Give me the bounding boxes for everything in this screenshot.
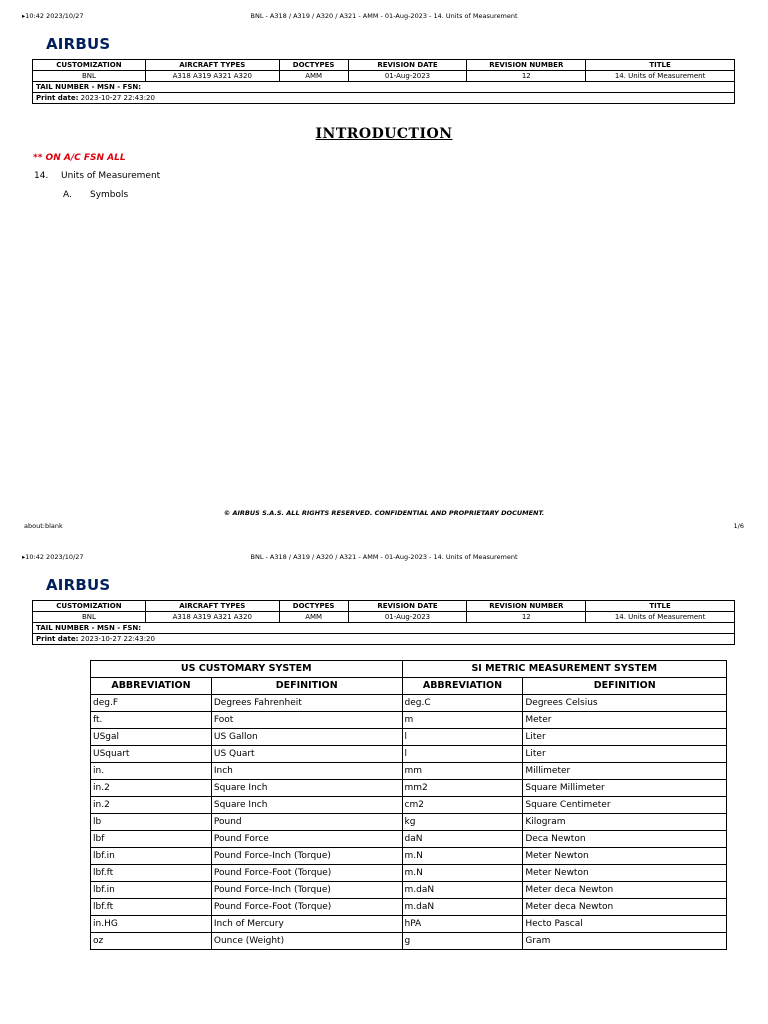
us-abbreviation: USquart — [91, 746, 212, 763]
us-abbreviation: lbf.ft — [91, 899, 212, 916]
us-definition: Pound Force-Inch (Torque) — [211, 848, 402, 865]
us-abbreviation: in.2 — [91, 780, 212, 797]
meta-header-revision-number: REVISION NUMBER — [467, 601, 586, 612]
us-abbreviation: lb — [91, 814, 212, 831]
meta-header-customization: CUSTOMIZATION — [33, 601, 146, 612]
meta-revision-number: 12 — [467, 71, 586, 82]
us-definition: Square Inch — [211, 780, 402, 797]
running-header — [0, 12, 768, 24]
si-abbreviation: m.N — [402, 865, 523, 882]
table-row — [91, 848, 727, 865]
us-definition: Pound Force-Foot (Torque) — [211, 899, 402, 916]
us-abbreviation: deg.F — [91, 695, 212, 712]
meta-header-aircraft-types: AIRCRAFT TYPES — [145, 601, 279, 612]
si-definition: Deca Newton — [523, 831, 727, 848]
meta-title: 14. Units of Measurement — [586, 612, 735, 623]
us-abbreviation: lbf.in — [91, 882, 212, 899]
si-definition: Degrees Celsius — [523, 695, 727, 712]
table-row — [91, 865, 727, 882]
table-row — [91, 712, 727, 729]
table-row — [91, 933, 727, 950]
print-timestamp: ▸10:42 2023/10/27 — [22, 12, 84, 20]
meta-header-aircraft-types: AIRCRAFT TYPES — [145, 60, 279, 71]
meta-revision-date: 01-Aug-2023 — [348, 612, 467, 623]
si-definition: Meter Newton — [523, 865, 727, 882]
us-abbreviation: in.2 — [91, 797, 212, 814]
si-definition: Square Centimeter — [523, 797, 727, 814]
us-definition: Foot — [211, 712, 402, 729]
document-header-title: BNL - A318 / A319 / A320 / A321 - AMM - 01-Aug-2023 - 14. Units of Measurement — [250, 12, 518, 20]
print-date-value: 2023-10-27 22:43:20 — [80, 94, 155, 102]
meta-revision-date: 01-Aug-2023 — [348, 71, 467, 82]
si-abbreviation: deg.C — [402, 695, 523, 712]
table-row — [91, 695, 727, 712]
page-counter: 1/6 — [733, 522, 744, 530]
si-abbreviation: mm — [402, 763, 523, 780]
si-definition: Millimeter — [523, 763, 727, 780]
meta-header-revision-number: REVISION NUMBER — [467, 60, 586, 71]
meta-value-row — [33, 71, 735, 82]
meta-doctypes: AMM — [279, 71, 348, 82]
us-abbreviation: lbf.in — [91, 848, 212, 865]
meta-header-revision-date: REVISION DATE — [348, 60, 467, 71]
si-definition: Hecto Pascal — [523, 916, 727, 933]
meta-header-revision-date: REVISION DATE — [348, 601, 467, 612]
meta-customization: BNL — [33, 612, 146, 623]
meta-header-row — [33, 60, 735, 71]
table-row — [91, 797, 727, 814]
us-definition: Pound Force — [211, 831, 402, 848]
si-abbreviation: kg — [402, 814, 523, 831]
si-definition: Meter deca Newton — [523, 882, 727, 899]
applicability-note: ** ON A/C FSN ALL — [33, 153, 126, 163]
si-definition: Liter — [523, 746, 727, 763]
meta-print-row — [33, 634, 735, 645]
si-abbreviation: m.daN — [402, 882, 523, 899]
meta-title: 14. Units of Measurement — [586, 71, 735, 82]
us-abbreviation: in. — [91, 763, 212, 780]
document-meta-table — [32, 600, 735, 645]
us-definition: Pound — [211, 814, 402, 831]
meta-customization: BNL — [33, 71, 146, 82]
document-header-title: BNL - A318 / A319 / A320 / A321 - AMM - 01-Aug-2023 - 14. Units of Measurement — [250, 553, 518, 561]
us-abbreviation: in.HG — [91, 916, 212, 933]
section-title: Units of Measurement — [61, 171, 161, 181]
meta-aircraft-types: A318 A319 A321 A320 — [145, 612, 279, 623]
us-definition-header: DEFINITION — [211, 678, 402, 695]
meta-revision-number: 12 — [467, 612, 586, 623]
print-timestamp: ▸10:42 2023/10/27 — [22, 553, 84, 561]
si-definition: Kilogram — [523, 814, 727, 831]
si-definition: Meter deca Newton — [523, 899, 727, 916]
us-abbreviation: oz — [91, 933, 212, 950]
us-definition: Degrees Fahrenheit — [211, 695, 402, 712]
meta-header-title: TITLE — [586, 601, 735, 612]
si-abbreviation: m.N — [402, 848, 523, 865]
meta-tail-row — [33, 82, 735, 93]
subsection-item-a — [63, 190, 128, 200]
si-metric-header: SI METRIC MEASUREMENT SYSTEM — [402, 661, 727, 678]
si-abbreviation: daN — [402, 831, 523, 848]
document-meta-table — [32, 59, 735, 104]
table-row — [91, 746, 727, 763]
units-column-header-row — [91, 678, 727, 695]
meta-header-doctypes: DOCTYPES — [279, 60, 348, 71]
section-item-14 — [34, 171, 160, 181]
meta-print-row — [33, 93, 735, 104]
table-row — [91, 916, 727, 933]
meta-value-row — [33, 612, 735, 623]
si-definition: Meter Newton — [523, 848, 727, 865]
us-customary-header: US CUSTOMARY SYSTEM — [91, 661, 403, 678]
table-row — [91, 763, 727, 780]
us-definition: Pound Force-Inch (Torque) — [211, 882, 402, 899]
print-date-value: 2023-10-27 22:43:20 — [80, 635, 155, 643]
si-abbreviation: l — [402, 729, 523, 746]
us-definition: Inch of Mercury — [211, 916, 402, 933]
subsection-letter: A. — [63, 190, 72, 200]
airbus-logo: AIRBUS — [46, 576, 111, 594]
us-abbreviation-header: ABBREVIATION — [91, 678, 212, 695]
si-definition-header: DEFINITION — [523, 678, 727, 695]
page-heading: INTRODUCTION — [315, 126, 453, 142]
si-abbreviation: g — [402, 933, 523, 950]
units-of-measurement-table — [90, 660, 727, 950]
print-date-label: Print date: — [36, 635, 79, 643]
us-definition: Inch — [211, 763, 402, 780]
us-definition: US Gallon — [211, 729, 402, 746]
si-abbreviation: m.daN — [402, 899, 523, 916]
us-definition: US Quart — [211, 746, 402, 763]
document-page-2 — [0, 541, 768, 1024]
table-row — [91, 729, 727, 746]
si-abbreviation: mm2 — [402, 780, 523, 797]
si-definition: Square Millimeter — [523, 780, 727, 797]
print-date-label: Print date: — [36, 94, 79, 102]
si-definition: Meter — [523, 712, 727, 729]
tail-number-label: TAIL NUMBER - MSN - FSN: — [36, 624, 142, 632]
subsection-title: Symbols — [90, 190, 129, 200]
units-group-header-row — [91, 661, 727, 678]
section-number: 14. — [34, 171, 49, 181]
table-row — [91, 814, 727, 831]
table-row — [91, 899, 727, 916]
airbus-logo: AIRBUS — [46, 35, 111, 53]
tail-number-label: TAIL NUMBER - MSN - FSN: — [36, 83, 142, 91]
meta-aircraft-types: A318 A319 A321 A320 — [145, 71, 279, 82]
si-abbreviation: l — [402, 746, 523, 763]
meta-header-customization: CUSTOMIZATION — [33, 60, 146, 71]
table-row — [91, 831, 727, 848]
si-abbreviation: hPA — [402, 916, 523, 933]
si-abbreviation: cm2 — [402, 797, 523, 814]
meta-tail-row — [33, 623, 735, 634]
us-definition: Square Inch — [211, 797, 402, 814]
us-abbreviation: lbf.ft — [91, 865, 212, 882]
us-definition: Pound Force-Foot (Torque) — [211, 865, 402, 882]
meta-header-row — [33, 601, 735, 612]
running-header — [0, 553, 768, 565]
us-abbreviation: USgal — [91, 729, 212, 746]
us-definition: Ounce (Weight) — [211, 933, 402, 950]
us-abbreviation: lbf — [91, 831, 212, 848]
si-abbreviation-header: ABBREVIATION — [402, 678, 523, 695]
meta-header-title: TITLE — [586, 60, 735, 71]
us-abbreviation: ft. — [91, 712, 212, 729]
table-row — [91, 780, 727, 797]
table-row — [91, 882, 727, 899]
meta-doctypes: AMM — [279, 612, 348, 623]
footer-url: about:blank — [24, 522, 63, 530]
si-abbreviation: m — [402, 712, 523, 729]
si-definition: Liter — [523, 729, 727, 746]
copyright-notice: © AIRBUS S.A.S. ALL RIGHTS RESERVED. CONFIDENTIAL AND PROPRIETARY DOCUMENT. — [223, 509, 545, 517]
meta-header-doctypes: DOCTYPES — [279, 601, 348, 612]
si-definition: Gram — [523, 933, 727, 950]
